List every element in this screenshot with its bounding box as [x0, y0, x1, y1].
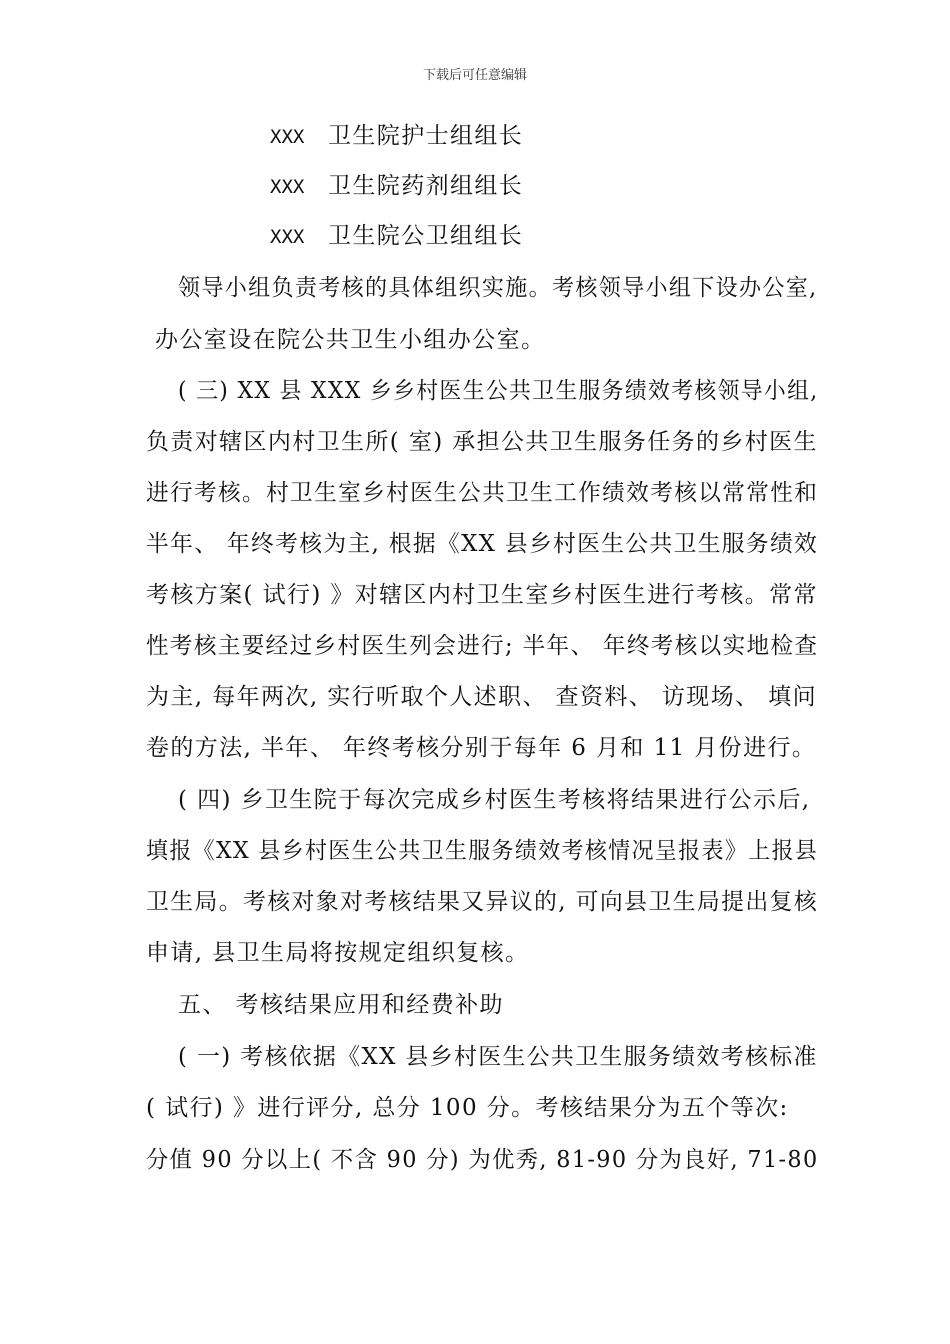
paragraph-line: 领导小组负责考核的具体组织实施。考核领导小组下设办公室,: [178, 275, 818, 301]
paragraph-line: 负责对辖区内村卫生所( 室) 承担公共卫生服务任务的乡村医生: [146, 429, 818, 455]
member-line: [270, 225, 523, 248]
paragraph-line: 申请, 县卫生局将按规定组织复核。: [146, 940, 530, 966]
member-title: 卫生院护士组组长: [328, 123, 524, 149]
member-line: [270, 125, 523, 148]
paragraph-line: ( 一) 考核依据《XX 县乡村医生公共卫生服务绩效考核标准: [178, 1044, 818, 1070]
paragraph-line: 半年、 年终考核为主, 根据《XX 县乡村医生公共卫生服务绩效: [146, 531, 819, 557]
member-code: XXX: [270, 226, 305, 248]
member-code: XXX: [270, 176, 305, 198]
paragraph-line: 性考核主要经过乡村医生列会进行; 半年、 年终考核以实地检查: [146, 633, 819, 659]
paragraph-line: 为主, 每年两次, 实行听取个人述职、 查资料、 访现场、 填问: [146, 684, 817, 710]
member-line: [270, 175, 523, 198]
paragraph-line: 卷的方法, 半年、 年终考核分别于每年 6 月和 11 月份进行。: [146, 735, 817, 761]
paragraph-line: 进行考核。村卫生室乡村医生公共卫生工作绩效考核以常常性和: [146, 480, 819, 506]
member-title: 卫生院公卫组组长: [328, 223, 524, 249]
paragraph-line: 办公室设在院公共卫生小组办公室。: [155, 327, 546, 353]
paragraph-line: 分值 90 分以上( 不含 90 分) 为优秀, 81-90 分为良好, 71-80: [146, 1147, 819, 1173]
paragraph-line: 考核方案( 试行) 》对辖区内村卫生室乡村医生进行考核。常常: [146, 582, 818, 608]
member-title: 卫生院药剂组组长: [328, 173, 524, 199]
page-header: 下载后可任意编辑: [422, 68, 527, 83]
paragraph-line: 填报《XX 县乡村医生公共卫生服务绩效考核情况呈报表》上报县: [146, 838, 819, 864]
section-heading: 五、 考核结果应用和经费补助: [178, 992, 504, 1018]
paragraph-line: ( 三) XX 县 XXX 乡乡村医生公共卫生服务绩效考核领导小组,: [178, 378, 819, 404]
paragraph-line: ( 四) 乡卫生院于每次完成乡村医生考核将结果进行公示后,: [178, 787, 811, 813]
paragraph-line: ( 试行) 》进行评分, 总分 100 分。考核结果分为五个等次:: [146, 1095, 789, 1121]
member-code: XXX: [270, 126, 305, 148]
paragraph-line: 卫生局。考核对象对考核结果又异议的, 可向县卫生局提出复核: [146, 889, 819, 915]
